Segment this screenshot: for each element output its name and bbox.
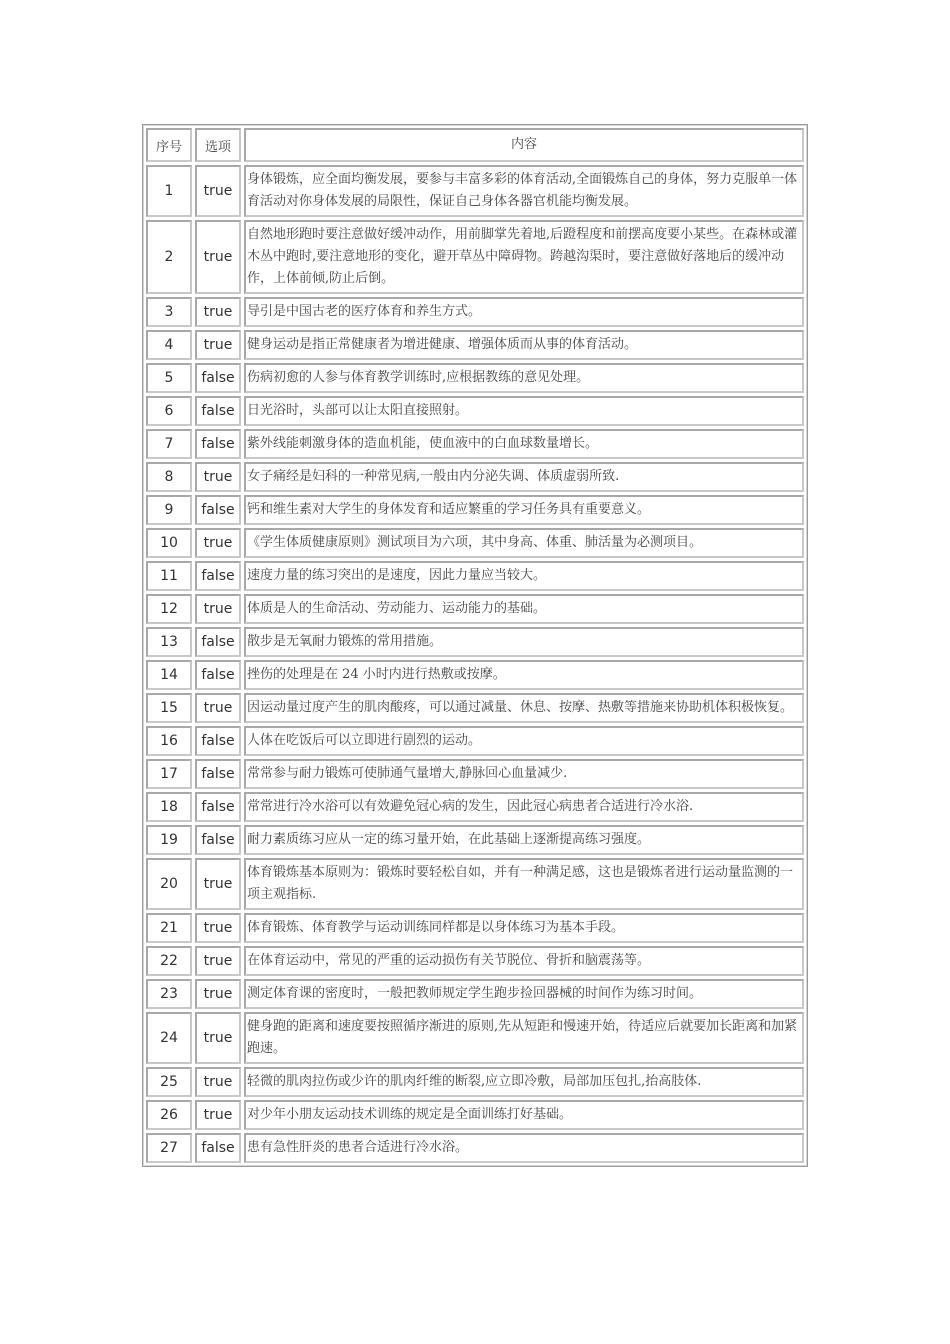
row-option: false bbox=[195, 759, 241, 789]
row-number: 12 bbox=[146, 594, 192, 624]
row-option: true bbox=[195, 330, 241, 360]
row-content: 女子痛经是妇科的一种常见病,一般由内分泌失调、体质虚弱所致. bbox=[244, 462, 804, 492]
table-row bbox=[146, 561, 804, 591]
row-option: true bbox=[195, 165, 241, 217]
row-option: true bbox=[195, 297, 241, 327]
table-row bbox=[146, 363, 804, 393]
row-content: 挫伤的处理是在 24 小时内进行热敷或按摩。 bbox=[244, 660, 804, 690]
table-row bbox=[146, 913, 804, 943]
row-content: 轻微的肌肉拉伤或少许的肌肉纤维的断裂,应立即冷敷，局部加压包扎,抬高肢体. bbox=[244, 1067, 804, 1097]
row-option: true bbox=[195, 528, 241, 558]
row-option: true bbox=[195, 220, 241, 294]
row-content: 在体育运动中，常见的严重的运动损伤有关节脱位、骨折和脑震荡等。 bbox=[244, 946, 804, 976]
table-row bbox=[146, 220, 804, 294]
row-option: true bbox=[195, 913, 241, 943]
table-header-row bbox=[146, 128, 804, 162]
row-content: 测定体育课的密度时，一般把教师规定学生跑步捡回器械的时间作为练习时间。 bbox=[244, 979, 804, 1009]
row-option: false bbox=[195, 1133, 241, 1163]
row-content: 常常进行冷水浴可以有效避免冠心病的发生，因此冠心病患者合适进行冷水浴. bbox=[244, 792, 804, 822]
row-content: 人体在吃饭后可以立即进行剧烈的运动。 bbox=[244, 726, 804, 756]
row-number: 18 bbox=[146, 792, 192, 822]
table-row bbox=[146, 693, 804, 723]
row-number: 20 bbox=[146, 858, 192, 910]
row-number: 19 bbox=[146, 825, 192, 855]
row-content: 患有急性肝炎的患者合适进行冷水浴。 bbox=[244, 1133, 804, 1163]
row-option: true bbox=[195, 979, 241, 1009]
row-number: 16 bbox=[146, 726, 192, 756]
row-number: 24 bbox=[146, 1012, 192, 1064]
row-number: 25 bbox=[146, 1067, 192, 1097]
row-option: false bbox=[195, 561, 241, 591]
row-content: 《学生体质健康原则》测试项目为六项，其中身高、体重、肺活量为必测项目。 bbox=[244, 528, 804, 558]
row-option: false bbox=[195, 792, 241, 822]
row-option: false bbox=[195, 495, 241, 525]
row-option: true bbox=[195, 594, 241, 624]
table-row bbox=[146, 495, 804, 525]
row-option: false bbox=[195, 396, 241, 426]
row-number: 26 bbox=[146, 1100, 192, 1130]
row-number: 11 bbox=[146, 561, 192, 591]
row-number: 21 bbox=[146, 913, 192, 943]
table-row bbox=[146, 660, 804, 690]
row-content: 导引是中国古老的医疗体育和养生方式。 bbox=[244, 297, 804, 327]
table-row bbox=[146, 396, 804, 426]
table-row bbox=[146, 858, 804, 910]
row-option: true bbox=[195, 693, 241, 723]
row-content: 身体锻炼，应全面均衡发展，要参与丰富多彩的体育活动,全面锻炼自己的身体，努力克服单一体育活动对你身体发展的局限性，保证自己身体各器官机能均衡发展。 bbox=[244, 165, 804, 217]
row-content: 自然地形跑时要注意做好缓冲动作，用前脚掌先着地,后蹬程度和前摆高度要小某些。在森林或灌木丛中跑时,要注意地形的变化，避开草丛中障碍物。跨越沟渠时，要注意做好落地后的缓冲动作，上体前倾,防止后倒。 bbox=[244, 220, 804, 294]
row-number: 10 bbox=[146, 528, 192, 558]
table-row bbox=[146, 429, 804, 459]
quiz-table bbox=[142, 124, 808, 1167]
row-number: 13 bbox=[146, 627, 192, 657]
row-content: 日光浴时，头部可以让太阳直接照射。 bbox=[244, 396, 804, 426]
row-number: 23 bbox=[146, 979, 192, 1009]
row-content: 对少年小朋友运动技术训练的规定是全面训练打好基础。 bbox=[244, 1100, 804, 1130]
row-content: 耐力素质练习应从一定的练习量开始，在此基础上逐渐提高练习强度。 bbox=[244, 825, 804, 855]
header-option: 选项 bbox=[195, 128, 241, 162]
table-row bbox=[146, 297, 804, 327]
row-content: 钙和维生素对大学生的身体发育和适应繁重的学习任务具有重要意义。 bbox=[244, 495, 804, 525]
row-content: 体质是人的生命活动、劳动能力、运动能力的基础。 bbox=[244, 594, 804, 624]
row-option: false bbox=[195, 825, 241, 855]
row-number: 7 bbox=[146, 429, 192, 459]
row-option: true bbox=[195, 1067, 241, 1097]
table-row bbox=[146, 1133, 804, 1163]
row-number: 5 bbox=[146, 363, 192, 393]
table-row bbox=[146, 528, 804, 558]
header-content: 内容 bbox=[244, 128, 804, 162]
row-number: 15 bbox=[146, 693, 192, 723]
row-content: 伤病初愈的人参与体育教学训练时,应根据教练的意见处理。 bbox=[244, 363, 804, 393]
table-row bbox=[146, 594, 804, 624]
table-row bbox=[146, 330, 804, 360]
row-option: false bbox=[195, 429, 241, 459]
row-content: 紫外线能刺激身体的造血机能，使血液中的白血球数量增长。 bbox=[244, 429, 804, 459]
row-number: 6 bbox=[146, 396, 192, 426]
row-option: false bbox=[195, 363, 241, 393]
row-content: 因运动量过度产生的肌肉酸疼，可以通过减量、休息、按摩、热敷等措施来协助机体积极恢复。 bbox=[244, 693, 804, 723]
row-option: true bbox=[195, 1100, 241, 1130]
row-content: 体育锻炼基本原则为：锻炼时要轻松自如，并有一种满足感，这也是锻炼者进行运动量监测的一项主观指标. bbox=[244, 858, 804, 910]
row-number: 27 bbox=[146, 1133, 192, 1163]
table-row bbox=[146, 979, 804, 1009]
row-option: true bbox=[195, 462, 241, 492]
row-option: true bbox=[195, 946, 241, 976]
table-row bbox=[146, 759, 804, 789]
row-content: 速度力量的练习突出的是速度，因此力量应当较大。 bbox=[244, 561, 804, 591]
header-num: 序号 bbox=[146, 128, 192, 162]
row-number: 1 bbox=[146, 165, 192, 217]
row-number: 3 bbox=[146, 297, 192, 327]
table-row bbox=[146, 1012, 804, 1064]
table-row bbox=[146, 726, 804, 756]
table-row bbox=[146, 165, 804, 217]
row-number: 4 bbox=[146, 330, 192, 360]
row-number: 8 bbox=[146, 462, 192, 492]
table-row bbox=[146, 1100, 804, 1130]
table-row bbox=[146, 1067, 804, 1097]
row-option: false bbox=[195, 660, 241, 690]
row-number: 22 bbox=[146, 946, 192, 976]
row-content: 常常参与耐力锻炼可使肺通气量增大,静脉回心血量减少. bbox=[244, 759, 804, 789]
row-number: 2 bbox=[146, 220, 192, 294]
row-option: false bbox=[195, 726, 241, 756]
row-content: 散步是无氧耐力锻炼的常用措施。 bbox=[244, 627, 804, 657]
row-content: 健身跑的距离和速度要按照循序渐进的原则,先从短距和慢速开始，待适应后就要加长距离和加紧跑速。 bbox=[244, 1012, 804, 1064]
table-row bbox=[146, 946, 804, 976]
row-option: false bbox=[195, 627, 241, 657]
row-option: true bbox=[195, 858, 241, 910]
row-number: 14 bbox=[146, 660, 192, 690]
row-number: 9 bbox=[146, 495, 192, 525]
row-number: 17 bbox=[146, 759, 192, 789]
row-content: 体育锻炼、体育教学与运动训练同样都是以身体练习为基本手段。 bbox=[244, 913, 804, 943]
table-row bbox=[146, 627, 804, 657]
table-row bbox=[146, 792, 804, 822]
table-row bbox=[146, 825, 804, 855]
row-content: 健身运动是指正常健康者为增进健康、增强体质而从事的体育活动。 bbox=[244, 330, 804, 360]
row-option: true bbox=[195, 1012, 241, 1064]
table-row bbox=[146, 462, 804, 492]
